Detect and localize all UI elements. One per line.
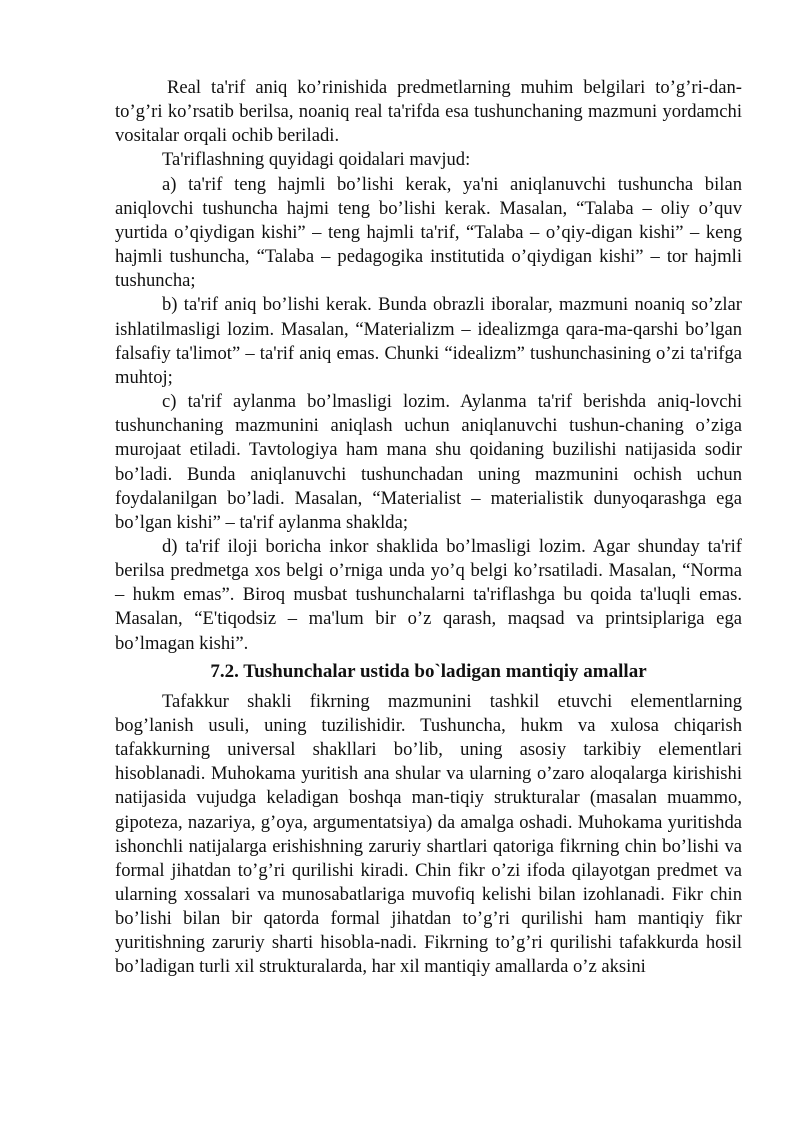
paragraph-rules-intro: Ta'riflashning quyidagi qoidalari mavjud: [162, 149, 471, 171]
paragraph-rule-d: d) ta'rif iloji boricha inkor shaklida bo’lmasligi lozim. Agar shunday ta'rif berilsa predmetga xos belgi o’rniga unda yo’q belgi ko’rsatiladi. Masalan, “Norma – hukm emas”. Biroq musbat tushunchalarni ta'riflashga bu qoida ta'luqli emas. Masalan, “E'tiqodsiz – ma'lum bir o’z qarash, maqsad va printsiplariga ega bo’lmagan kishi”. [115, 535, 742, 654]
paragraph-rule-b: b) ta'rif aniq bo’lishi kerak. Bunda obrazli iboralar, mazmuni noaniq so’zlar ishlatilmasligi lozim. Masalan, “Materializm – idealizmga qara-ma-qarshi bo’lgan falsafiy ta'limot” – ta'rif aniq emas. Chunki “idealizm” tushunchasining o’zi ta'rifga muhtoj; [115, 294, 742, 388]
paragraph-thinking-form: Tafakkur shakli fikrning mazmunini tashkil etuvchi elementlarning bog’lanish usuli, uning tuzilishidir. Tushuncha, hukm va xulosa chiqarish tafakkurning universal shakllari bo’lib, uning asosiy tarkibiy elementlari hisoblanadi. Muhokama yuritish ana shular va ularning o’zaro aloqalarga kirishishi natijasida vujudga keladigan boshqa man-tiqiy strukturalar (masalan muammo, gipoteza, nazariya, g’oya, argumentatsiya) da amalga oshadi. Muhokama yuritishda ishonchli natijalarga erishishning zaruriy shartlari qatoriga fikrning chin bo’lishi va formal jihatdan to’g’ri qurilishi kiradi. Chin fikr o’zi ifoda qilayotgan predmet va ularning xossalari va munosabatlariga muvofiq kelishi bilan izohlanadi. Fikr chin bo’lishi bilan bir qatorda formal jihatdan to’g’ri qurilishi ham mantiqiy fikr yuritishning zaruriy sharti hisobla-nadi. Fikrning to’g’ri qurilishi tafakkurda hosil bo’ladigan turli xil strukturalarda, har xil mantiqiy amallarda o’z aksini [115, 690, 742, 978]
paragraph-rule-a: a) ta'rif teng hajmli bo’lishi kerak, ya'ni aniqlanuvchi tushuncha bilan aniqlovchi tushuncha hajmi teng bo’lishi kerak. Masalan, “Talaba – oliy o’quv yurtida o’qiydigan kishi” – teng hajmli ta'rif, “Talaba – o’qiy-digan kishi” – keng hajmli tushuncha, “Talaba – pedagogika institutida o’qiydigan kishi” – tor hajmli tushuncha; [115, 173, 742, 292]
paragraph-real-definition: Real ta'rif aniq ko’rinishida predmetlarning muhim belgilari to’g’ri-dan-to’g’ri ko’rsatib berilsa, noaniq real ta'rifda esa tushunchaning mazmuni yordamchi vositalar orqali ochib beriladi. [115, 77, 742, 147]
paragraph-rule-c: c) ta'rif aylanma bo’lmasligi lozim. Aylanma ta'rif berishda aniq-lovchi tushunchaning mazmunini aniqlash uchun aniqlanuvchi tushun-chaning o’ziga murojaat etiladi. Tavtologiya ham mana shu qoidaning buzilishi natijasida sodir bo’ladi. Bunda aniqlanuvchi tushunchadan uning mazmunini ochish uchun foydalanilgan bo’ladi. Masalan, “Materialist – materialistik dunyoqarashga ega bo’lgan kishi” – ta'rif aylanma shaklda; [115, 391, 742, 533]
document-page [115, 76, 742, 980]
section-heading: 7.2. Tushunchalar ustida bo`ladigan mantiqiy amallar [210, 660, 647, 682]
